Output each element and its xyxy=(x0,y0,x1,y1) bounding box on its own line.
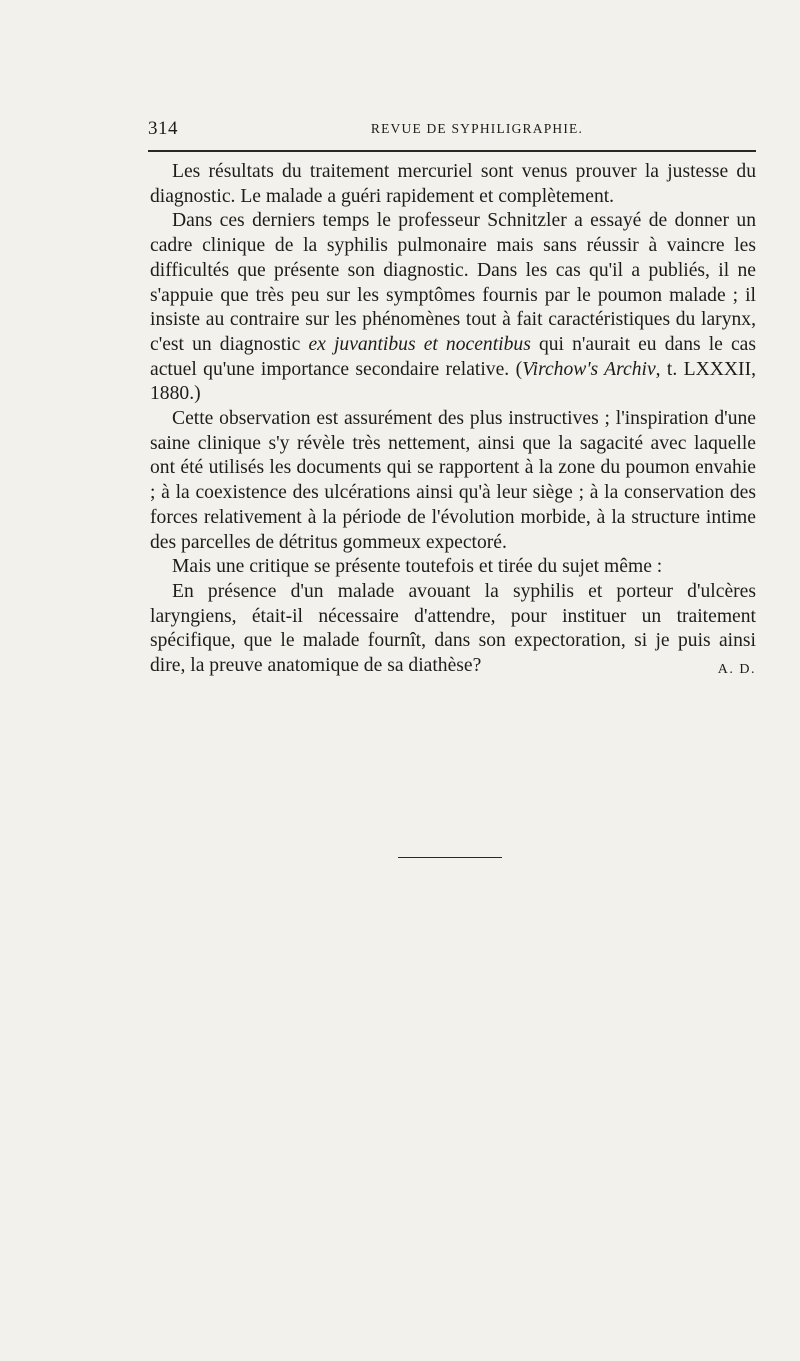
paragraph-2-text-b: qui n'aurait eu dans le cas actuel qu'une importance secondaire relative. ( xyxy=(150,333,756,380)
author-signature: A. D. xyxy=(717,662,756,678)
paragraph-3: Cette observation est assurément des plus instructives ; l'inspiration d'une saine clinique s'y révèle très nettement, ainsi que la sagacité avec laquelle ont été utilisés les documents qui se rapportent à la zone du poumon envahie ; à la coexistence des ulcérations ainsi qu'à leur siège ; à la conservation des forces relativement à la période de l'évolution morbide, à la structure intime des parcelles de détritus gommeux expectoré. xyxy=(150,408,756,553)
end-rule xyxy=(398,857,502,858)
paragraph-5-text: En présence d'un malade avouant la syphilis et porteur d'ulcères laryngiens, était-il nécessaire d'attendre, pour instituer un traitement spécifique, que le malade fournît, dans son expectoration, si je puis ainsi dire, la preuve anatomique de sa diathèse? xyxy=(150,580,756,677)
paragraph-5 xyxy=(150,580,756,679)
page-number: 314 xyxy=(148,118,178,139)
paragraph-2-text-a: Dans ces derniers temps le professeur Schnitzler a essayé de donner un cadre clinique de la syphilis pulmonaire mais sans réussir à vaincre les difficultés que présente son diagnostic. Dans les cas qu'il a publiés, il ne s'appuie que très peu sur les symptômes fournis par le poumon malade ; il insiste au contraire sur les phénomènes tout à fait caractéristiques du larynx, c'est un diagnostic xyxy=(150,210,756,355)
running-title: REVUE DE SYPHILIGRAPHIE. xyxy=(370,121,584,136)
latin-phrase: ex juvantibus et nocentibus xyxy=(308,333,531,355)
body-text xyxy=(150,160,756,683)
page-header xyxy=(148,116,756,142)
paragraph-2 xyxy=(150,209,756,407)
paragraph-1: Les résultats du traitement mercuriel sont venus prouver la justesse du diagnostic. Le malade a guéri rapidement et complètement. xyxy=(150,161,756,207)
citation-volume: , t. LXXXII, 1880.) xyxy=(150,358,756,405)
header-rule xyxy=(148,150,756,152)
paragraph-4: Mais une critique se présente toutefois et tirée du sujet même : xyxy=(172,556,663,578)
citation-journal: Virchow's Archiv xyxy=(522,358,656,380)
